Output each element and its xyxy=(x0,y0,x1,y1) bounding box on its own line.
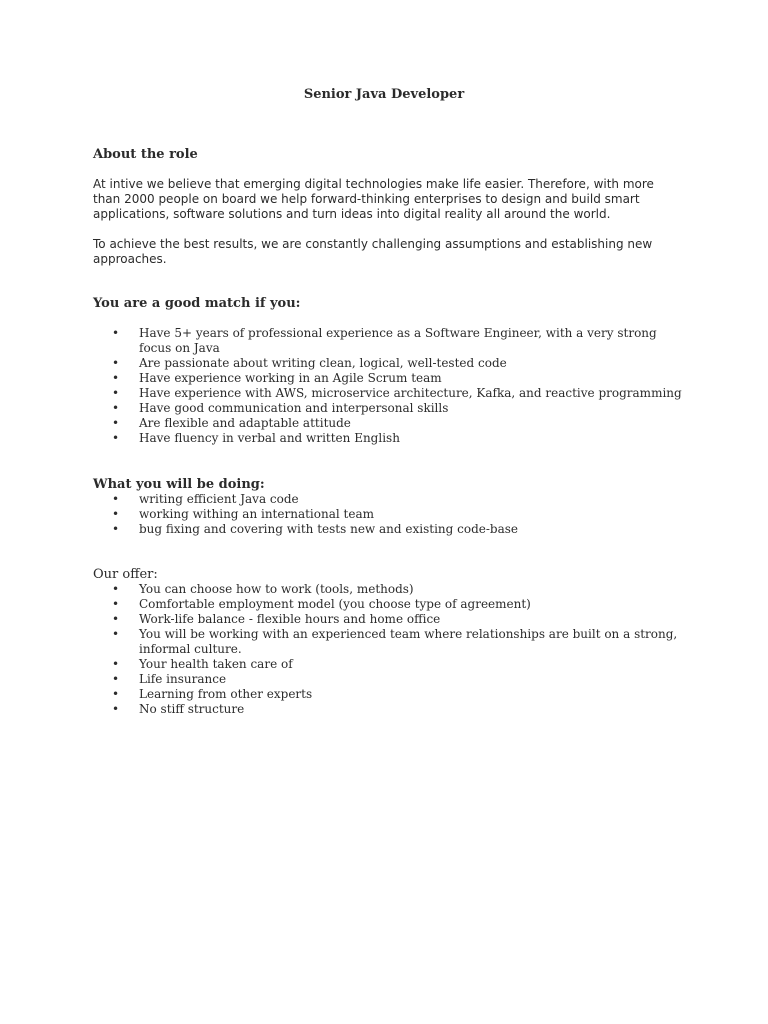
bullet-icon: • xyxy=(112,326,120,340)
bullet-icon: • xyxy=(112,416,120,430)
list-item xyxy=(112,672,692,687)
list-item-text: writing efficient Java code xyxy=(139,492,299,506)
bullet-icon: • xyxy=(112,371,120,385)
list-item-text: working withing an international team xyxy=(139,507,374,521)
list-item-text: Have good communication and interpersonal skills xyxy=(139,401,449,415)
about-paragraph-1: At intive we believe that emerging digital technologies make life easier. Therefore, with more than 2000 people on board we help forward-thinking enterprises to design and build smart applications, software solutions and turn ideas into digital reality all around the world. xyxy=(93,177,654,221)
list-item xyxy=(112,431,692,446)
offer-list xyxy=(112,582,692,717)
bullet-icon: • xyxy=(112,627,120,641)
list-item-text: Learning from other experts xyxy=(139,687,313,701)
page-title: Senior Java Developer xyxy=(303,87,465,102)
bullet-icon: • xyxy=(112,431,120,445)
list-item xyxy=(112,582,692,597)
bullet-icon: • xyxy=(112,356,120,370)
bullet-icon: • xyxy=(112,582,120,596)
list-item-text: You will be working with an experienced team where relationships are built on a strong, informal culture. xyxy=(139,627,678,656)
bullet-icon: • xyxy=(112,522,120,536)
about-heading: About the role xyxy=(93,147,198,162)
list-item xyxy=(112,702,692,717)
doing-heading: What you will be doing: xyxy=(93,477,265,492)
bullet-icon: • xyxy=(112,657,120,671)
list-item xyxy=(112,627,692,657)
match-heading: You are a good match if you: xyxy=(93,296,301,311)
bullet-icon: • xyxy=(112,597,120,611)
list-item xyxy=(112,612,692,627)
bullet-icon: • xyxy=(112,612,120,626)
list-item-text: No stiff structure xyxy=(139,702,245,716)
list-item-text: Have experience with AWS, microservice architecture, Kafka, and reactive programming xyxy=(139,386,682,400)
list-item-text: Comfortable employment model (you choose type of agreement) xyxy=(139,597,531,611)
list-item-text: Have 5+ years of professional experience as a Software Engineer, with a very strong focus on Java xyxy=(139,326,657,355)
list-item xyxy=(112,492,692,507)
list-item xyxy=(112,687,692,702)
list-item-text: Are flexible and adaptable attitude xyxy=(139,416,351,430)
list-item xyxy=(112,657,692,672)
list-item-text: Work-life balance - flexible hours and home office xyxy=(139,612,441,626)
list-item xyxy=(112,371,692,386)
list-item-text: bug fixing and covering with tests new and existing code-base xyxy=(139,522,519,536)
match-list xyxy=(112,326,692,446)
bullet-icon: • xyxy=(112,507,120,521)
list-item-text: Have fluency in verbal and written English xyxy=(139,431,400,445)
about-paragraph-2: To achieve the best results, we are constantly challenging assumptions and establishing new approaches. xyxy=(93,237,653,266)
bullet-icon: • xyxy=(112,672,120,686)
bullet-icon: • xyxy=(112,702,120,716)
list-item xyxy=(112,507,692,522)
list-item xyxy=(112,401,692,416)
doing-list xyxy=(112,492,692,537)
list-item xyxy=(112,386,692,401)
list-item xyxy=(112,416,692,431)
list-item xyxy=(112,597,692,612)
list-item xyxy=(112,356,692,371)
list-item-text: Your health taken care of xyxy=(139,657,293,671)
bullet-icon: • xyxy=(112,687,120,701)
list-item-text: You can choose how to work (tools, methods) xyxy=(139,582,414,596)
offer-heading: Our offer: xyxy=(93,567,158,582)
bullet-icon: • xyxy=(112,401,120,415)
list-item xyxy=(112,326,692,356)
bullet-icon: • xyxy=(112,492,120,506)
list-item-text: Have experience working in an Agile Scrum team xyxy=(139,371,442,385)
list-item xyxy=(112,522,692,537)
bullet-icon: • xyxy=(112,386,120,400)
list-item-text: Are passionate about writing clean, logical, well-tested code xyxy=(139,356,507,370)
list-item-text: Life insurance xyxy=(139,672,227,686)
